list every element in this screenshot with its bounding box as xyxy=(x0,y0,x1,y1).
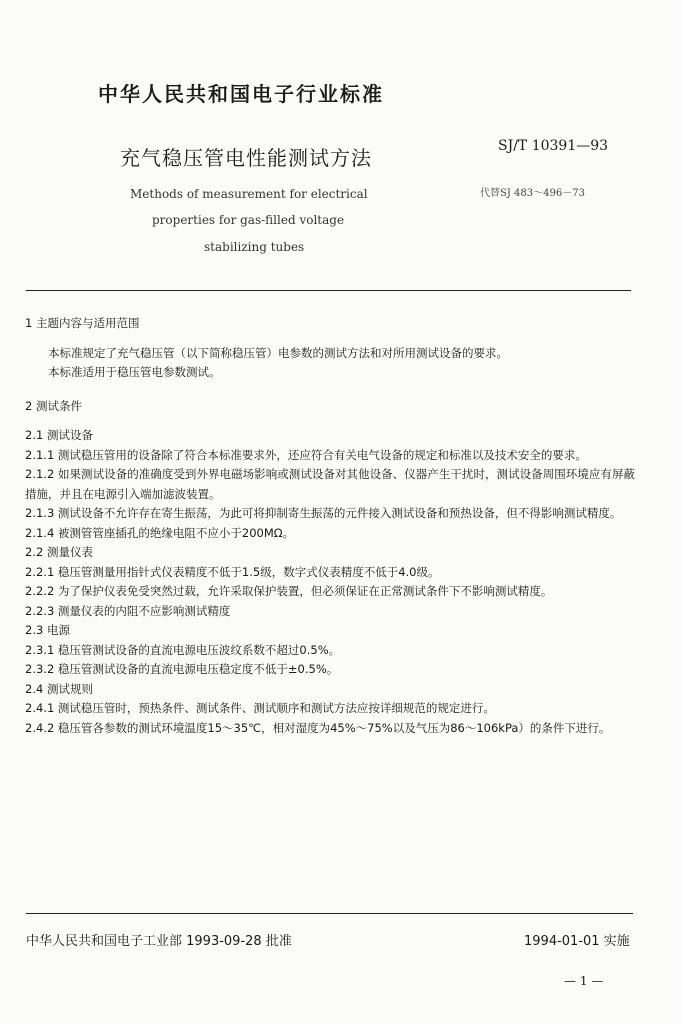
effective-date: 1994-01-01 实施 xyxy=(524,934,630,949)
clause: 2.1.1 测试稳压管用的设备除了符合本标准要求外，还应符合有关电气设备的规定和标准以及技术安全的要求。 xyxy=(25,447,587,462)
clause: 2.1.2 如果测试设备的准确度受到外界电磁场影响或测试设备对其他设备、仪器产生干扰时，测试设备周围环境应有屏蔽措施，并且在电源引入端加滤波装置。 xyxy=(25,467,635,501)
page-number: — 1 — xyxy=(564,974,604,988)
approval-note: 中华人民共和国电子工业部 1993-09-28 批准 xyxy=(26,934,292,949)
standard-number: SJ/T 10391—93 xyxy=(498,138,609,154)
document-title: 充气稳压管电性能测试方法 xyxy=(120,146,372,170)
header-divider xyxy=(26,290,631,291)
replaces-note: 代替SJ 483～496－73 xyxy=(480,188,585,199)
english-title-line-3: stabilizing tubes xyxy=(204,240,305,254)
section-heading: 2 测试条件 xyxy=(25,398,82,413)
clause: 2.1.3 测试设备不允许存在寄生振荡，为此可将抑制寄生振荡的元件接入测试设备和预热设备，但不得影响测试精度。 xyxy=(25,506,622,520)
clause: 2.4 测试规则 xyxy=(25,681,93,696)
document-body xyxy=(25,308,635,738)
clause: 2.4.1 测试稳压管时，预热条件、测试条件、测试顺序和测试方法应按详细规范的规定进行。 xyxy=(25,701,495,715)
clause: 2.3.2 稳压管测试设备的直流电源电压稳定度不低于±0.5%。 xyxy=(25,662,339,676)
clause: 2.2.1 稳压管测量用指针式仪表精度不低于1.5级，数字式仪表精度不低于4.0级。 xyxy=(25,564,440,579)
footer-divider xyxy=(26,913,633,914)
english-title-line-1: Methods of measurement for electrical xyxy=(130,187,368,201)
clause: 2.2 测量仪表 xyxy=(25,545,93,559)
clause: 2.2.3 测量仪表的内阻不应影响测试精度 xyxy=(25,603,231,618)
section-heading: 1 主题内容与适用范围 xyxy=(25,316,140,330)
clause: 2.1.4 被测管管座插孔的绝缘电阻不应小于200MΩ。 xyxy=(25,525,295,540)
issuing-body-heading: 中华人民共和国电子行业标准 xyxy=(98,82,384,106)
clause: 2.2.2 为了保护仪表免受突然过载，允许采取保护装置，但必须保证在正常测试条件下不影响测试精度。 xyxy=(25,584,553,598)
paragraph: 本标准适用于稳压管电参数测试。 xyxy=(48,365,221,379)
paragraph: 本标准规定了充气稳压管（以下简称稳压管）电参数的测试方法和对所用测试设备的要求。 xyxy=(48,345,508,360)
clause: 2.3.1 稳压管测试设备的直流电源电压波纹系数不超过0.5%。 xyxy=(25,642,341,657)
clause: 2.4.2 稳压管各参数的测试环境温度15～35℃，相对湿度为45%～75%以及气压为86～106kPa）的条件下进行。 xyxy=(25,720,611,735)
clause: 2.3 电源 xyxy=(25,623,70,637)
english-title-line-2: properties for gas-filled voltage xyxy=(152,213,345,227)
clause: 2.1 测试设备 xyxy=(25,428,93,442)
